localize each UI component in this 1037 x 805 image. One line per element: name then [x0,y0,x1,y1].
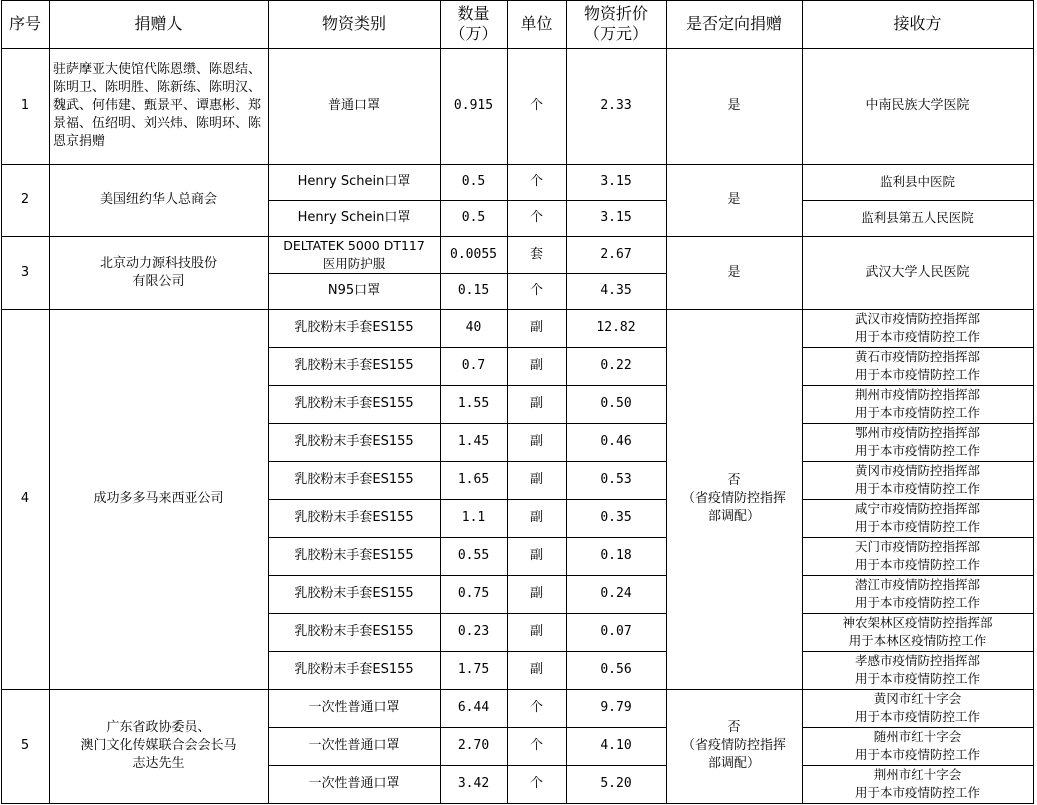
unit: 副 [529,434,543,449]
directed-flag: 否 （省疫情防控指挥 部调配） [681,473,786,524]
quantity: 2.70 [457,738,490,753]
donor-name: 广东省政协委员、 澳门文化传媒联合会会长马 志达先生 [80,720,237,771]
table-rule [566,0,567,804]
item-type: 乳胶粉末手套ES155 [294,510,414,525]
table-rule [49,0,50,804]
unit: 个 [529,283,543,298]
table-rule [1,309,1034,310]
item-type: 乳胶粉末手套ES155 [294,434,414,449]
table-rule [1033,0,1034,804]
table-rule [440,0,441,804]
table-rule [268,347,667,348]
value: 0.07 [600,624,632,639]
table-rule [1,0,2,804]
quantity: 1.45 [457,434,490,449]
table-rule [1,236,1034,237]
quantity: 0.0055 [450,246,497,262]
quantity: 40 [465,320,482,335]
table-rule [802,0,803,804]
table-rule [802,575,1034,576]
row-index: 3 [20,264,30,280]
table-rule [268,575,667,576]
recipient: 荆州市疫情防控指挥部 用于本市疫情防控工作 [854,387,980,420]
item-type: 乳胶粉末手套ES155 [294,472,414,487]
unit: 副 [529,358,543,373]
value: 3.15 [600,174,632,189]
unit: 个 [529,776,543,791]
table-rule [802,765,1034,766]
table-rule [268,613,667,614]
table-rule [268,499,667,500]
unit: 副 [529,510,543,525]
table-rule [802,385,1034,386]
value: 9.79 [600,700,632,715]
quantity: 0.915 [453,98,494,113]
table-rule [802,613,1034,614]
table-rule [1,0,1034,1]
donor-name: 成功多多马来西亚公司 [93,491,224,506]
item-type: 乳胶粉末手套ES155 [294,662,414,677]
table-rule [507,0,508,804]
table-rule [268,0,269,804]
unit: 副 [529,472,543,487]
directed-flag: 是 [727,192,741,207]
recipient: 监利县中医院 [879,174,955,189]
recipient: 黄石市疫情防控指挥部 用于本市疫情防控工作 [854,349,980,382]
recipient: 潜江市疫情防控指挥部 用于本市疫情防控工作 [854,577,980,610]
header-quantity: 数量 （万） [449,4,498,43]
header-index: 序号 [8,14,41,33]
header-item: 物资类别 [321,14,386,33]
quantity: 0.7 [461,358,486,373]
table-rule [268,273,667,274]
item-type: 一次性普通口罩 [308,738,400,753]
item-type: 乳胶粉末手套ES155 [294,548,414,563]
recipient: 武汉大学人民医院 [865,264,970,280]
table-rule [802,727,1034,728]
value: 0.56 [600,662,632,677]
recipient: 孝感市疫情防控指挥部 用于本市疫情防控工作 [854,653,980,686]
item-type: 乳胶粉末手套ES155 [294,358,414,373]
unit: 副 [529,586,543,601]
table-rule [802,537,1034,538]
recipient: 黄冈市疫情防控指挥部 用于本市疫情防控工作 [854,463,980,496]
recipient: 咸宁市疫情防控指挥部 用于本市疫情防控工作 [854,501,980,534]
recipient: 神农架林区疫情防控指挥部 用于本林区疫情防控工作 [842,615,993,648]
quantity: 3.42 [457,776,490,791]
table-rule [802,347,1034,348]
item-type: DELTATEK 5000 DT117 医用防护服 [283,237,425,271]
recipient: 监利县第五人民医院 [861,210,974,225]
unit: 副 [529,320,543,335]
table-rule [268,537,667,538]
header-directed: 是否定向捐赠 [685,14,782,33]
quantity: 0.23 [457,624,490,639]
quantity: 6.44 [457,700,490,715]
quantity: 0.5 [461,174,486,189]
table-rule [1,803,1034,804]
table-rule [1,48,1034,49]
unit: 个 [529,174,543,189]
donor-name: 美国纽约华人总商会 [99,192,217,207]
table-rule [268,651,667,652]
unit: 副 [529,624,543,639]
quantity: 0.5 [461,210,486,225]
value: 0.53 [600,472,632,487]
quantity: 1.55 [457,396,490,411]
recipient: 黄冈市红十字会 用于本市疫情防控工作 [854,691,980,724]
quantity: 0.55 [457,548,490,563]
item-type: 乳胶粉末手套ES155 [294,320,414,335]
item-type: Henry Schein口罩 [297,174,411,189]
recipient: 武汉市疫情防控指挥部 用于本市疫情防控工作 [854,311,980,344]
recipient: 天门市疫情防控指挥部 用于本市疫情防控工作 [854,539,980,572]
value: 0.35 [600,510,632,525]
value: 2.67 [600,246,632,262]
value: 0.46 [600,434,632,449]
table-rule [268,461,667,462]
item-type: 乳胶粉末手套ES155 [294,396,414,411]
recipient: 鄂州市疫情防控指挥部 用于本市疫情防控工作 [854,425,980,458]
donor-name: 北京动力源科技股份 有限公司 [99,255,217,289]
unit: 个 [529,700,543,715]
table-rule [268,727,667,728]
item-type: N95口罩 [327,283,381,298]
row-index: 4 [20,491,30,506]
table-rule [802,461,1034,462]
value: 0.24 [600,586,632,601]
recipient: 中南民族大学医院 [865,98,970,113]
unit: 个 [529,98,543,113]
value: 5.20 [600,776,632,791]
value: 2.33 [600,98,632,113]
directed-flag: 否 （省疫情防控指挥 部调配） [681,720,786,771]
item-type: Henry Schein口罩 [297,210,411,225]
table-rule [268,765,667,766]
table-rule [802,651,1034,652]
donor-name: 驻萨摩亚大使馆代陈恩缵、陈恩结、陈明卫、陈明胜、陈新练、陈明汉、魏武、何伟建、甄景平、谭惠彬、郑景福、伍绍明、刘兴炜、陈明环、陈恩京捐赠 [53,62,262,149]
header-value: 物资折价 （万元） [583,4,648,43]
header-unit: 单位 [520,14,553,33]
item-type: 一次性普通口罩 [308,700,400,715]
header-donor: 捐赠人 [134,14,183,33]
table-rule [1,689,1034,690]
quantity: 1.1 [461,510,486,525]
value: 4.35 [600,283,632,298]
item-type: 普通口罩 [327,98,380,113]
row-index: 2 [20,192,30,207]
value: 0.18 [600,548,632,563]
item-type: 乳胶粉末手套ES155 [294,586,414,601]
quantity: 0.75 [457,586,490,601]
table-rule [666,0,667,804]
directed-flag: 是 [727,264,741,280]
row-index: 1 [20,98,30,113]
value: 4.10 [600,738,632,753]
quantity: 1.65 [457,472,490,487]
item-type: 一次性普通口罩 [308,776,400,791]
value: 0.50 [600,396,632,411]
table-rule [802,423,1034,424]
unit: 副 [529,548,543,563]
unit: 副 [529,396,543,411]
quantity: 0.15 [457,283,490,298]
unit: 套 [529,246,543,262]
value: 3.15 [600,210,632,225]
value: 12.82 [596,320,636,335]
recipient: 荆州市红十字会 用于本市疫情防控工作 [854,767,980,800]
row-index: 5 [20,738,30,753]
table-rule [268,385,667,386]
table-rule [802,200,1034,201]
table-rule [268,200,667,201]
value: 0.22 [600,358,632,373]
table-rule [268,423,667,424]
quantity: 1.75 [457,662,490,677]
header-recipient: 接收方 [893,14,942,33]
unit: 副 [529,662,543,677]
item-type: 乳胶粉末手套ES155 [294,624,414,639]
directed-flag: 是 [727,98,741,113]
unit: 个 [529,738,543,753]
recipient: 随州市红十字会 用于本市疫情防控工作 [854,729,980,762]
unit: 个 [529,210,543,225]
table-rule [802,499,1034,500]
table-rule [1,164,1034,165]
